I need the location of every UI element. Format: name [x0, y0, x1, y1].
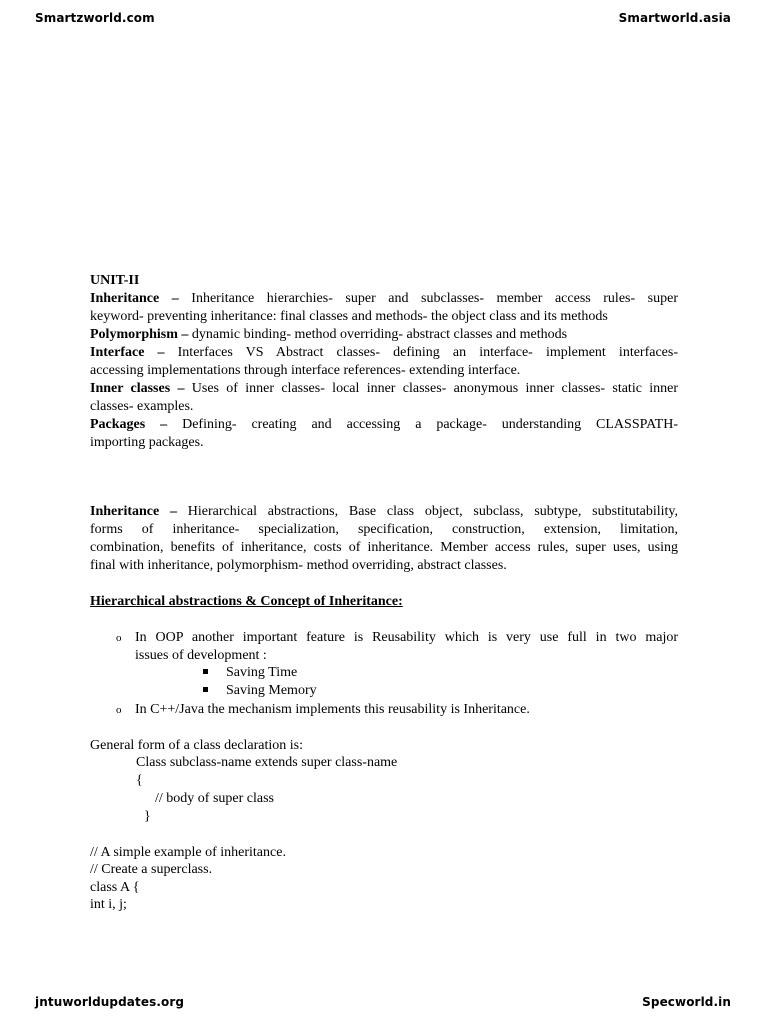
bullet-inheritance-mechanism: In C++/Java the mechanism implements this reusability is Inheritance. — [135, 702, 530, 717]
syllabus-block — [90, 272, 678, 452]
footer-left-site: jntuworldupdates.org — [35, 995, 185, 1009]
overview-line3: combination, benefits of inheritance, costs of inheritance. Member access rules, super uses, using — [90, 540, 678, 555]
topic-packages-line2: importing packages. — [90, 435, 204, 450]
general-form-close-brace: } — [144, 809, 151, 824]
general-form-open-brace: { — [136, 773, 143, 788]
footer-right-site: Specworld.in — [642, 995, 731, 1009]
sub-bullet-saving-memory: Saving Memory — [226, 683, 317, 698]
square-bullet-icon — [203, 669, 208, 674]
example-comment-1: // A simple example of inheritance. — [90, 845, 286, 860]
topic-packages-line1: Packages – Defining- creating and accessing a package- understanding CLASSPATH- — [90, 417, 678, 432]
bullet-reusability-line1: In OOP another important feature is Reusability which is very use full in two major — [135, 630, 678, 645]
topic-inner-classes-line2: classes- examples. — [90, 399, 194, 414]
overview-line1: Inheritance – Hierarchical abstractions, Base class object, subclass, subtype, substitutability, — [90, 504, 678, 519]
topic-inheritance-line1: Inheritance – Inheritance hierarchies- super and subclasses- member access rules- super — [90, 291, 679, 306]
overview-line4: final with inheritance, polymorphism- method overriding, abstract classes. — [90, 558, 507, 573]
square-bullet-icon — [203, 687, 208, 692]
unit-title: UNIT-II — [90, 273, 140, 288]
topic-polymorphism: Polymorphism – dynamic binding- method overriding- abstract classes and methods — [90, 327, 568, 342]
topic-interface-line1: Interface – Interfaces VS Abstract classes- defining an interface- implement interfaces- — [90, 345, 678, 360]
circle-bullet-icon: o — [116, 704, 122, 716]
circle-bullet-icon: o — [116, 632, 122, 644]
topic-inner-classes-line1: Inner classes – Uses of inner classes- local inner classes- anonymous inner classes- static inner — [90, 381, 678, 396]
header-right-site: Smartworld.asia — [618, 11, 731, 25]
example-comment-2: // Create a superclass. — [90, 862, 213, 877]
section-heading — [90, 593, 678, 611]
header-left-site: Smartzworld.com — [35, 11, 155, 25]
topic-inheritance-line2: keyword- preventing inheritance: final classes and methods- the object class and its methods — [90, 309, 608, 324]
general-form-declaration: Class subclass-name extends super class-name — [136, 755, 398, 770]
example-fields-line: int i, j; — [90, 897, 127, 912]
topic-interface-line2: accessing implementations through interface references- extending interface. — [90, 363, 521, 378]
example-class-line: class A { — [90, 880, 140, 895]
section-heading-text: Hierarchical abstractions & Concept of Inheritance: — [90, 594, 403, 609]
general-form-intro: General form of a class declaration is: — [90, 738, 304, 753]
bullet-reusability-line2: issues of development : — [135, 648, 267, 663]
sub-bullet-saving-time: Saving Time — [226, 665, 298, 680]
general-form-body-comment: // body of super class — [155, 791, 274, 806]
overview-paragraph — [90, 503, 678, 575]
bullet-reusability — [135, 629, 678, 665]
overview-line2: forms of inheritance- specialization, specification, construction, extension, limitation, — [90, 522, 678, 537]
